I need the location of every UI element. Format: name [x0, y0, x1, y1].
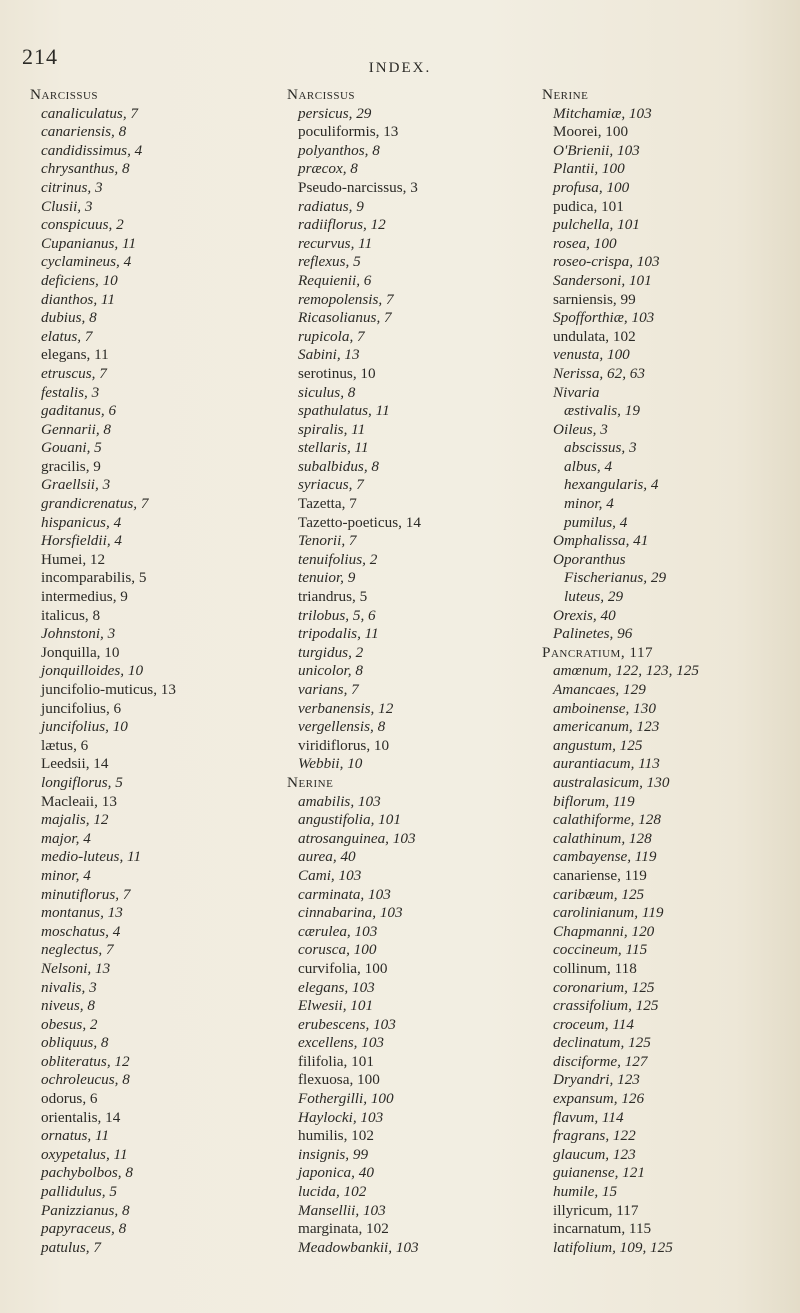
index-entry: O'Brienii, 103 — [553, 141, 640, 159]
index-entry: coccineum, 115 — [553, 941, 648, 959]
index-entry: medio-luteus, 11 — [41, 848, 142, 866]
index-entry: insignis, 99 — [298, 1145, 369, 1163]
index-entry: Spofforthiæ, 103 — [553, 309, 655, 327]
index-entry: collinum, 118 — [553, 959, 637, 977]
genus-heading: Narcissus — [287, 86, 356, 103]
index-entry: flexuosa, 100 — [298, 1071, 380, 1089]
index-entry: dianthos, 11 — [41, 290, 115, 308]
index-column-2 — [287, 86, 532, 1257]
index-entry: tripodalis, 11 — [298, 625, 379, 643]
index-entry: humile, 15 — [553, 1183, 618, 1201]
index-entry: dubius, 8 — [41, 309, 97, 327]
index-entry: aurantiacum, 113 — [553, 755, 660, 773]
index-entry: Omphalissa, 41 — [553, 532, 649, 550]
index-entry: crassifolium, 125 — [553, 997, 659, 1015]
index-entry: Tenorii, 7 — [298, 532, 357, 550]
index-entry: croceum, 114 — [553, 1015, 634, 1033]
index-entry: patulus, 7 — [41, 1238, 101, 1256]
index-entry: expansum, 126 — [553, 1090, 645, 1108]
index-entry: persicus, 29 — [298, 104, 372, 122]
index-entry: declinatum, 125 — [553, 1034, 651, 1052]
index-entry: rupicola, 7 — [298, 327, 365, 345]
index-entry: Palinetes, 96 — [553, 625, 633, 643]
index-entry: pulchella, 101 — [553, 216, 640, 234]
index-entry: Leedsii, 14 — [41, 755, 109, 773]
index-entry: Chapmanni, 120 — [553, 922, 655, 940]
index-entry: vergellensis, 8 — [298, 718, 386, 736]
index-entry: tenuior, 9 — [298, 569, 356, 587]
index-entry: Cupanianus, 11 — [41, 234, 137, 252]
index-entry: cærulea, 103 — [298, 922, 378, 940]
index-entry: reflexus, 5 — [298, 253, 361, 271]
index-entry: Johnstoni, 3 — [41, 625, 116, 643]
index-entry: calathinum, 128 — [553, 829, 652, 847]
index-entry: coronarium, 125 — [553, 978, 655, 996]
index-entry: profusa, 100 — [553, 178, 630, 196]
index-entry: orientalis, 14 — [41, 1108, 121, 1126]
index-entry: gaditanus, 6 — [41, 402, 117, 420]
index-entry: angustum, 125 — [553, 736, 643, 754]
index-entry: hispanicus, 4 — [41, 513, 122, 531]
index-entry: obliquus, 8 — [41, 1034, 109, 1052]
index-entry: juncifolius, 6 — [41, 699, 122, 717]
index-entry: Cami, 103 — [298, 866, 362, 884]
genus-heading: Nerine — [287, 773, 334, 791]
index-entry: citrinus, 3 — [41, 178, 103, 196]
index-entry: Oileus, 3 — [553, 420, 608, 438]
index-entry: australasicum, 130 — [553, 773, 670, 791]
index-entry: canariense, 119 — [553, 866, 647, 884]
index-entry: carminata, 103 — [298, 885, 391, 903]
index-entry: triandrus, 5 — [298, 588, 368, 606]
index-entry: pachybolbos, 8 — [41, 1164, 133, 1182]
index-entry: roseo-crispa, 103 — [553, 253, 660, 271]
index-entry: Nelsoni, 13 — [41, 959, 111, 977]
index-entry: Horsfieldii, 4 — [41, 532, 123, 550]
index-entry: marginata, 102 — [298, 1220, 389, 1238]
index-entry: corusca, 100 — [298, 941, 377, 959]
index-entry: viridiflorus, 10 — [298, 736, 390, 754]
index-entry: ochroleucus, 8 — [41, 1071, 130, 1089]
index-entry: abscissus, 3 — [564, 439, 637, 457]
index-entry: calathiforme, 128 — [553, 811, 661, 829]
index-entry: lucida, 102 — [298, 1183, 367, 1201]
index-entry: radiiflorus, 12 — [298, 216, 386, 234]
index-entry: albus, 4 — [564, 457, 613, 475]
index-entry: Gouani, 5 — [41, 439, 102, 457]
index-entry: erubescens, 103 — [298, 1015, 396, 1033]
index-entry: elegans, 103 — [298, 978, 375, 996]
index-entry: minor, 4 — [564, 495, 614, 513]
index-entry: excellens, 103 — [298, 1034, 385, 1052]
page-number: 214 — [22, 44, 58, 69]
index-entry: elegans, 11 — [41, 346, 109, 364]
index-entry: moschatus, 4 — [41, 922, 121, 940]
index-entry: poculiformis, 13 — [298, 123, 399, 141]
index-entry: Humei, 12 — [41, 550, 106, 568]
index-entry: niveus, 8 — [41, 997, 95, 1015]
index-entry: filifolia, 101 — [298, 1052, 374, 1070]
index-entry: flavum, 114 — [553, 1108, 624, 1126]
index-entry: italicus, 8 — [41, 606, 101, 624]
index-entry: syriacus, 7 — [298, 476, 364, 494]
genus-heading: Narcissus — [30, 86, 99, 103]
index-entry: Sandersoni, 101 — [553, 271, 652, 289]
index-entry: tenuifolius, 2 — [298, 550, 378, 568]
index-entry: latifolium, 109, 125 — [553, 1238, 673, 1256]
index-entry: undulata, 102 — [553, 327, 636, 345]
index-entry: unicolor, 8 — [298, 662, 363, 680]
index-entry: Pseudo-narcissus, 3 — [298, 178, 418, 196]
index-entry: nivalis, 3 — [41, 978, 97, 996]
index-entry: rosea, 100 — [553, 234, 617, 252]
index-entry: curvifolia, 100 — [298, 959, 388, 977]
index-entry: Requienii, 6 — [298, 271, 372, 289]
index-entry: pumilus, 4 — [564, 513, 628, 531]
index-entry: præcox, 8 — [298, 160, 358, 178]
index-entry: recurvus, 11 — [298, 234, 373, 252]
index-entry: spathulatus, 11 — [298, 402, 390, 420]
index-entry: Macleaii, 13 — [41, 792, 117, 810]
index-entry: intermedius, 9 — [41, 588, 128, 606]
index-entry: etruscus, 7 — [41, 364, 107, 382]
index-entry: festalis, 3 — [41, 383, 100, 401]
index-entry: Elwesii, 101 — [298, 997, 374, 1015]
index-entry: canariensis, 8 — [41, 123, 127, 141]
index-entry: varians, 7 — [298, 681, 359, 698]
index-entry: papyraceus, 8 — [41, 1220, 127, 1238]
index-entry: atrosanguinea, 103 — [298, 829, 416, 847]
index-entry: cinnabarina, 103 — [298, 904, 403, 922]
index-entry: Jonquilla, 10 — [41, 643, 120, 661]
index-entry: illyricum, 117 — [553, 1201, 639, 1219]
index-entry: jonquilloides, 10 — [41, 662, 144, 680]
index-entry: hexangularis, 4 — [564, 476, 659, 494]
index-entry: Sabini, 13 — [298, 346, 360, 364]
index-entry: majalis, 12 — [41, 811, 109, 829]
index-entry: Haylocki, 103 — [298, 1108, 384, 1126]
index-entry: canaliculatus, 7 — [41, 104, 139, 122]
index-entry: glaucum, 123 — [553, 1145, 636, 1163]
index-entry: Nivaria — [553, 383, 600, 401]
index-entry: Meadowbankii, 103 — [298, 1238, 419, 1256]
index-entry: minor, 4 — [41, 866, 91, 884]
index-entry: disciforme, 127 — [553, 1052, 648, 1070]
index-entry: Dryandri, 123 — [553, 1071, 640, 1089]
index-column-3 — [542, 86, 797, 1257]
index-entry: pudica, 101 — [553, 197, 624, 215]
index-entry: neglectus, 7 — [41, 941, 114, 959]
index-entry: grandicrenatus, 7 — [41, 495, 149, 513]
index-entry: Panizzianus, 8 — [41, 1201, 130, 1219]
index-entry: Mansellii, 103 — [298, 1201, 386, 1219]
index-columns — [0, 86, 800, 1286]
index-entry: japonica, 40 — [298, 1164, 374, 1182]
index-entry: Moorei, 100 — [553, 123, 629, 141]
index-entry: angustifolia, 101 — [298, 811, 401, 829]
index-entry: amboinense, 130 — [553, 699, 656, 717]
index-entry: venusta, 100 — [553, 346, 630, 364]
index-entry: deficiens, 10 — [41, 271, 118, 289]
index-entry: cyclamineus, 4 — [41, 253, 132, 271]
index-entry: odorus, 6 — [41, 1090, 98, 1108]
index-entry: Mitchamiæ, 103 — [553, 104, 652, 122]
index-entry: montanus, 13 — [41, 904, 123, 922]
index-entry: lætus, 6 — [41, 736, 89, 754]
index-entry: guianense, 121 — [553, 1164, 645, 1182]
index-entry: turgidus, 2 — [298, 643, 364, 661]
index-entry: Ricasolianus, 7 — [298, 309, 392, 327]
index-entry: minutiflorus, 7 — [41, 885, 131, 903]
index-entry: radiatus, 9 — [298, 197, 364, 215]
index-entry: remopolensis, 7 — [298, 290, 394, 308]
index-entry: obesus, 2 — [41, 1015, 98, 1033]
index-entry: æstivalis, 19 — [564, 402, 640, 420]
index-entry: juncifolio-muticus, 13 — [41, 681, 176, 698]
index-entry: siculus, 8 — [298, 383, 356, 401]
index-entry: Plantii, 100 — [553, 160, 625, 178]
index-entry: amabilis, 103 — [298, 792, 381, 810]
index-entry: serotinus, 10 — [298, 364, 376, 382]
index-entry: chrysanthus, 8 — [41, 160, 130, 178]
index-entry: Oporanthus — [553, 550, 626, 568]
index-entry: ornatus, 11 — [41, 1127, 110, 1145]
running-head: INDEX. — [368, 60, 432, 76]
index-entry: trilobus, 5, 6 — [298, 606, 376, 624]
index-entry: luteus, 29 — [564, 588, 624, 606]
genus-heading: Nerine — [542, 86, 589, 103]
index-column-1 — [30, 86, 270, 1257]
index-entry: longiflorus, 5 — [41, 773, 123, 791]
index-entry: carolinianum, 119 — [553, 904, 664, 922]
index-entry: incomparabilis, 5 — [41, 569, 147, 587]
index-entry: Graellsii, 3 — [41, 476, 111, 494]
index-entry: candidissimus, 4 — [41, 141, 143, 159]
index-entry: sarniensis, 99 — [553, 290, 636, 308]
index-entry: obliteratus, 12 — [41, 1052, 130, 1070]
index-entry: oxypetalus, 11 — [41, 1145, 128, 1163]
index-entry: fragrans, 122 — [553, 1127, 636, 1145]
index-entry: verbanensis, 12 — [298, 699, 394, 717]
index-entry: Fothergilli, 100 — [298, 1090, 394, 1108]
genus-heading: Pancratium, 117 — [542, 643, 654, 661]
index-entry: americanum, 123 — [553, 718, 660, 736]
index-entry: major, 4 — [41, 829, 91, 847]
index-entry: caribæum, 125 — [553, 885, 645, 903]
index-entry: Fischerianus, 29 — [564, 569, 667, 587]
index-entry: pallidulus, 5 — [41, 1183, 117, 1201]
index-entry: Tazetta, 7 — [298, 495, 357, 513]
index-entry: incarnatum, 115 — [553, 1220, 652, 1238]
index-entry: biflorum, 119 — [553, 792, 635, 810]
index-entry: Gennarii, 8 — [41, 420, 112, 438]
index-entry: spiralis, 11 — [298, 420, 366, 438]
index-entry: aurea, 40 — [298, 848, 356, 866]
index-entry: Nerissa, 62, 63 — [553, 364, 645, 382]
index-entry: polyanthos, 8 — [298, 141, 380, 159]
index-entry: amœnum, 122, 123, 125 — [553, 662, 699, 680]
index-entry: Webbii, 10 — [298, 755, 363, 773]
index-entry: Orexis, 40 — [553, 606, 616, 624]
index-entry: juncifolius, 10 — [41, 718, 128, 736]
index-entry: humilis, 102 — [298, 1127, 374, 1145]
index-entry: stellaris, 11 — [298, 439, 369, 457]
index-entry: gracilis, 9 — [41, 457, 101, 475]
index-entry: Amancaes, 129 — [553, 681, 646, 698]
index-entry: subalbidus, 8 — [298, 457, 380, 475]
index-entry: Tazetto-poeticus, 14 — [298, 513, 421, 531]
index-entry: cambayense, 119 — [553, 848, 657, 866]
index-entry: elatus, 7 — [41, 327, 93, 345]
index-entry: conspicuus, 2 — [41, 216, 124, 234]
index-entry: Clusii, 3 — [41, 197, 93, 215]
